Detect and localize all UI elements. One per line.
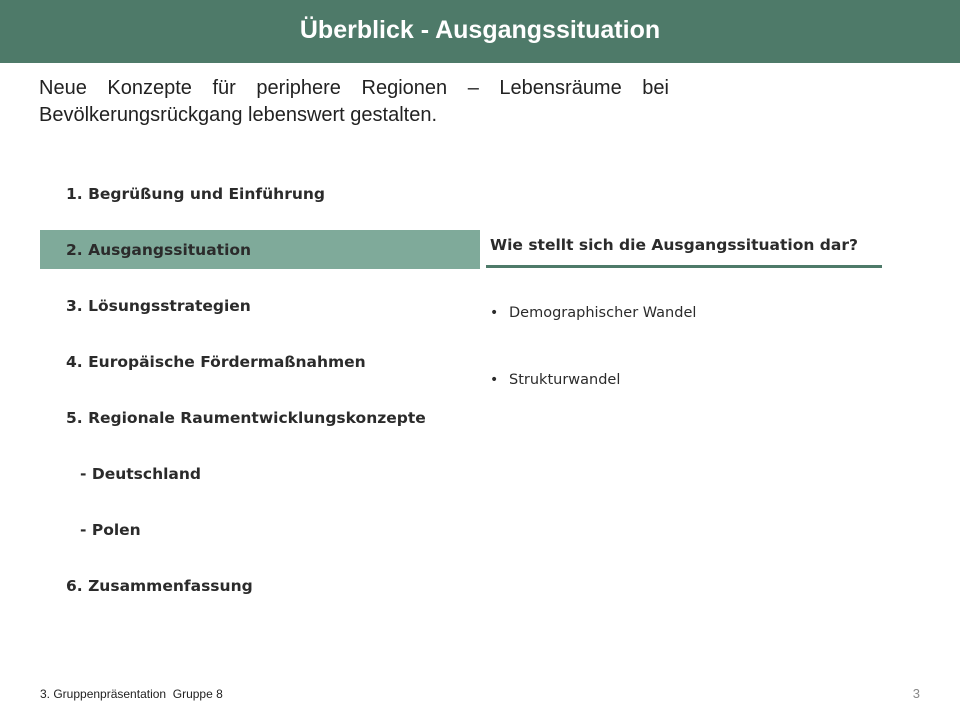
bullet-item <box>490 370 620 390</box>
bullet-dot-icon: • <box>490 305 499 321</box>
bullet-text: Strukturwandel <box>509 372 621 388</box>
footer-page-number: 3 <box>912 686 920 701</box>
agenda-subitem-polen: - Polen <box>80 521 141 539</box>
agenda-item-begruessung: 1. Begrüßung und Einführung <box>66 185 325 203</box>
bullet-item <box>490 303 696 323</box>
bullet-text: Demographischer Wandel <box>509 305 697 321</box>
agenda-item-ausgangssituation: 2. Ausgangssituation <box>66 241 252 259</box>
section-question: Wie stellt sich die Ausgangssituation dar? <box>490 236 858 254</box>
bullet-dot-icon: • <box>490 372 499 388</box>
agenda-item-raumentwicklungskonzepte: 5. Regionale Raumentwicklungskonzepte <box>66 409 426 427</box>
slide-title: Überblick - Ausgangssituation <box>299 16 661 44</box>
agenda-subitem-deutschland: - Deutschland <box>80 465 202 483</box>
agenda-item-zusammenfassung: 6. Zusammenfassung <box>66 577 253 595</box>
agenda-item-loesungsstrategien: 3. Lösungsstrategien <box>66 297 251 315</box>
footer-presentation-label: 3. Gruppenpräsentation Gruppe 8 <box>40 687 223 701</box>
question-underline <box>486 265 882 268</box>
slide-subtitle: Neue Konzepte für periphere Regionen – Lebensräume bei Bevölkerungsrückgang lebenswert gestalten. <box>39 77 669 126</box>
agenda-item-foerdermassnahmen: 4. Europäische Fördermaßnahmen <box>66 353 366 371</box>
